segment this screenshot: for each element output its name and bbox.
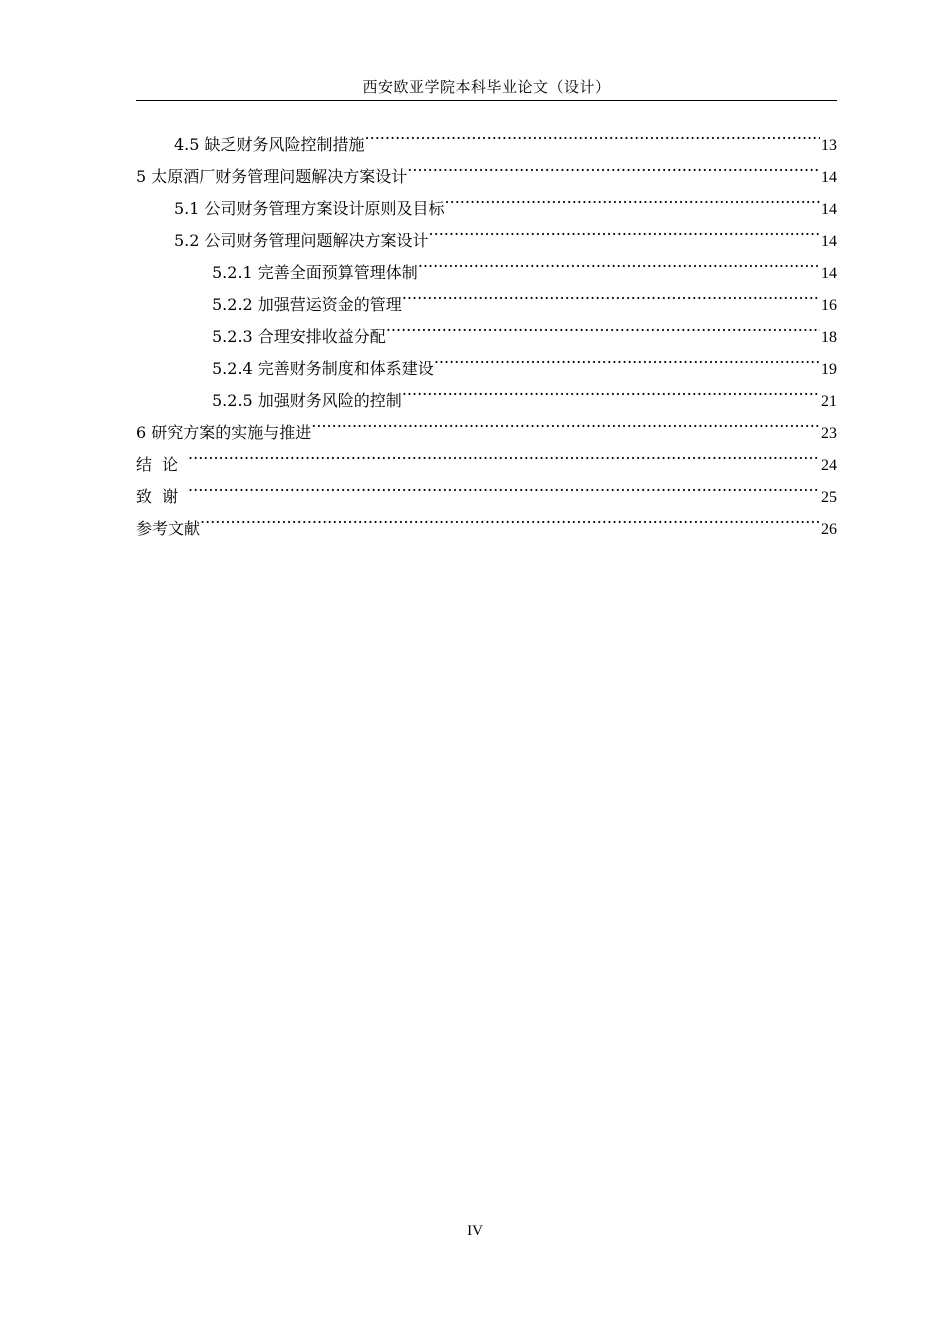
toc-entry-title: 5.2.2 加强营运资金的管理 [212,295,402,314]
toc-entry-page: 13 [821,137,837,154]
toc-entry-title: 5 太原酒厂财务管理问题解决方案设计 [136,167,408,186]
toc-dot-leader [429,214,820,246]
toc-entry-page: 18 [821,329,837,346]
toc-entry-title: 致谢 [136,487,189,506]
toc-entry-title: 4.5 缺乏财务风险控制措施 [174,135,365,154]
toc-dot-leader [311,406,820,438]
toc-entry-page: 14 [821,169,837,186]
toc-dot-leader [402,278,820,310]
toc-entry-page: 19 [821,361,837,378]
toc-dot-leader [418,246,820,278]
header-title: 西安欧亚学院本科毕业论文（设计） [362,78,611,96]
toc-dot-leader [200,502,820,534]
toc-dot-leader [407,150,820,182]
toc-entry-page: 14 [821,201,837,218]
toc-entry-page: 16 [821,297,837,314]
toc-entry-page: 24 [821,457,837,474]
toc-entry-title: 5.1 公司财务管理方案设计原则及目标 [174,199,445,218]
toc-entry-title: 5.2.4 完善财务制度和体系建设 [212,359,434,378]
toc-entry[interactable] [136,502,837,538]
toc-dot-leader [445,182,820,214]
table-of-contents [136,118,837,538]
page-footer [0,1219,950,1243]
toc-entry-title: 5.2.5 加强财务风险的控制 [212,391,402,410]
toc-entry-page: 25 [821,489,837,506]
toc-entry[interactable] [136,438,837,474]
toc-dot-leader [434,342,820,374]
toc-entry[interactable] [136,118,837,154]
toc-entry-title: 6 研究方案的实施与推进 [136,423,312,442]
toc-entry-page: 14 [821,265,837,282]
toc-dot-leader [386,310,820,342]
toc-dot-leader [188,470,820,502]
page-number: IV [467,1223,483,1239]
toc-entry-page: 23 [821,425,837,442]
toc-entry-page: 14 [821,233,837,250]
toc-entry-page: 21 [821,393,837,410]
toc-dot-leader [365,118,820,150]
page-header [136,74,837,101]
toc-entry-title: 5.2.1 完善全面预算管理体制 [212,263,418,282]
toc-entry[interactable] [136,470,837,506]
toc-entry-title: 参考文献 [136,519,201,538]
toc-entry-title: 5.2 公司财务管理问题解决方案设计 [174,231,429,250]
toc-dot-leader [402,374,820,406]
toc-entry-title: 5.2.3 合理安排收益分配 [212,327,386,346]
toc-dot-leader [188,438,820,470]
toc-entry-page: 26 [821,521,837,538]
toc-entry-title: 结论 [136,455,189,474]
